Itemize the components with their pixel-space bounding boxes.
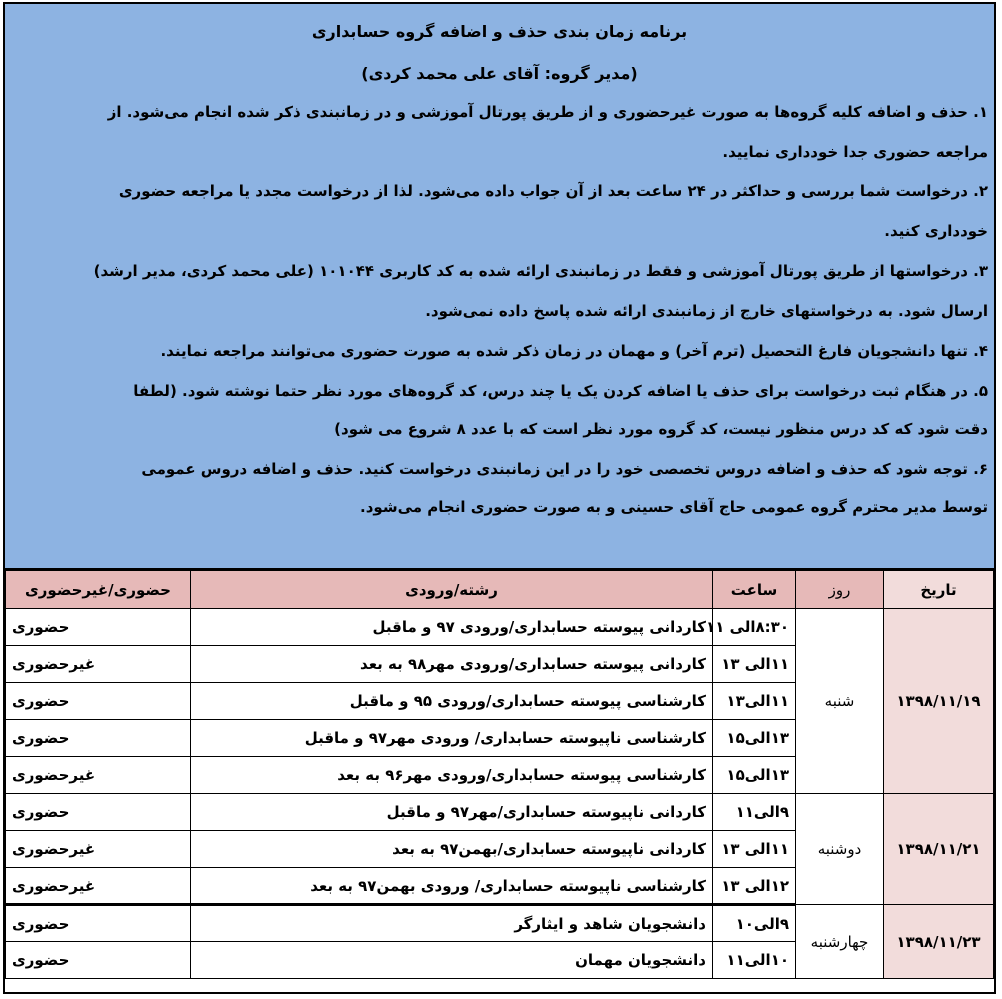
mode-cell: حضوری [6,905,191,942]
field-cell: کارشناسی پیوسته حسابداری/ورودی مهر۹۶ به بعد [191,757,713,794]
notice-title: برنامه زمان بندی حذف و اضافه گروه حسابداری [311,22,688,41]
time-cell: ۹الی۱۰ [713,905,796,942]
notice-line: ۲. درخواست شما بررسی و حداکثر در ۲۴ ساعت بعد از آن جواب داده می‌شود. لذا از درخواست مجدد یا مراجعه حضوری [118,182,988,200]
field-cell: دانشجویان شاهد و ایثارگر [191,905,713,942]
header-time: ساعت [713,571,796,609]
mode-cell: حضوری [6,720,191,757]
time-cell: ۱۱الی ۱۳ [713,831,796,868]
date-cell: ۱۳۹۸/۱۱/۲۳ [884,905,994,979]
time-cell: ۱۳الی۱۵ [713,757,796,794]
field-cell: کاردانی پیوسته حسابداری/ورودی ۹۷ و ماقبل [191,609,713,646]
notice-line: ۳. درخواستها از طریق پورتال آموزشی و فقط در زمانبندی ارائه شده به کد کاربری ۱۰۱۰۴۴ (علی محمد کردی، مدیر ارشد) [93,262,988,280]
schedule-table [5,570,994,979]
mode-cell: غیرحضوری [6,646,191,683]
notice-line: مراجعه حضوری جدا خودداری نمایید. [722,143,988,161]
day-cell: دوشنبه [796,794,884,905]
time-cell: ۸:۳۰الی ۱۱ [713,609,796,646]
mode-cell: حضوری [6,683,191,720]
time-cell: ۱۰الی۱۱ [713,942,796,979]
time-cell: ۱۳الی۱۵ [713,720,796,757]
table-row [6,905,994,942]
time-cell: ۱۱الی ۱۳ [713,646,796,683]
field-cell: دانشجویان مهمان [191,942,713,979]
notice-line: دقت شود که کد درس منظور نیست، کد گروه مورد نظر است که با عدد ۸ شروع می شود) [334,420,988,438]
time-cell: ۱۲الی ۱۳ [713,868,796,905]
notice-line: ۱. حذف و اضافه کلیه گروه‌ها به صورت غیرحضوری و از طریق پورتال آموزشی و در زمانبندی ذکر شده انجام می‌شود. از [107,103,988,121]
field-cell: کاردانی ناپیوسته حسابداری/مهر۹۷ و ماقبل [191,794,713,831]
field-cell: کارشناسی ناپیوسته حسابداری/ ورودی بهمن۹۷ به بعد [191,868,713,905]
table-header-row [6,571,994,609]
notice-panel [5,4,994,570]
mode-cell: غیرحضوری [6,831,191,868]
mode-cell: غیرحضوری [6,757,191,794]
schedule-sheet [3,2,996,994]
time-cell: ۱۱الی۱۳ [713,683,796,720]
table-row [6,609,994,646]
date-cell: ۱۳۹۸/۱۱/۲۱ [884,794,994,905]
mode-cell: حضوری [6,794,191,831]
field-cell: کارشناسی پیوسته حسابداری/ورودی ۹۵ و ماقبل [191,683,713,720]
time-cell: ۹الی۱۱ [713,794,796,831]
table-row [6,794,994,831]
mode-cell: حضوری [6,609,191,646]
notice-line: ۴. تنها دانشجویان فارغ التحصیل (ترم آخر) و مهمان در زمان ذکر شده به صورت حضوری می‌توانند مراجعه نمایند. [160,342,988,360]
day-cell: چهارشنبه [796,905,884,979]
field-cell: کاردانی ناپیوسته حسابداری/بهمن۹۷ به بعد [191,831,713,868]
notice-line: ۶. توجه شود که حذف و اضافه دروس تخصصی خود را در این زمانبندی درخواست کنید. حذف و اضافه دروس عمومی [141,460,988,478]
mode-cell: غیرحضوری [6,868,191,905]
notice-line: ۵. در هنگام ثبت درخواست برای حذف یا اضافه کردن یک یا چند درس، کد گروه‌های مورد نظر حتما نوشته شود. (لطفا [133,382,988,400]
notice-line: توسط مدیر محترم گروه عمومی حاج آقای حسینی و به صورت حضوری انجام می‌شود. [360,498,988,516]
mode-cell: حضوری [6,942,191,979]
field-cell: کاردانی پیوسته حسابداری/ورودی مهر۹۸ به بعد [191,646,713,683]
date-cell: ۱۳۹۸/۱۱/۱۹ [884,609,994,794]
notice-line: خودداری کنید. [884,222,988,240]
header-date: تاریخ [884,571,994,609]
notice-line: ارسال شود. به درخواستهای خارج از زمانبندی ارائه شده پاسخ داده نمی‌شود. [425,302,988,320]
notice-subtitle: (مدیر گروه: آقای علی محمد کردی) [361,64,638,83]
header-field: رشته/ورودی [191,571,713,609]
day-cell: شنبه [796,609,884,794]
field-cell: کارشناسی ناپیوسته حسابداری/ ورودی مهر۹۷ و ماقبل [191,720,713,757]
header-day: روز [796,571,884,609]
header-mode: حضوری/غیرحضوری [6,571,191,609]
